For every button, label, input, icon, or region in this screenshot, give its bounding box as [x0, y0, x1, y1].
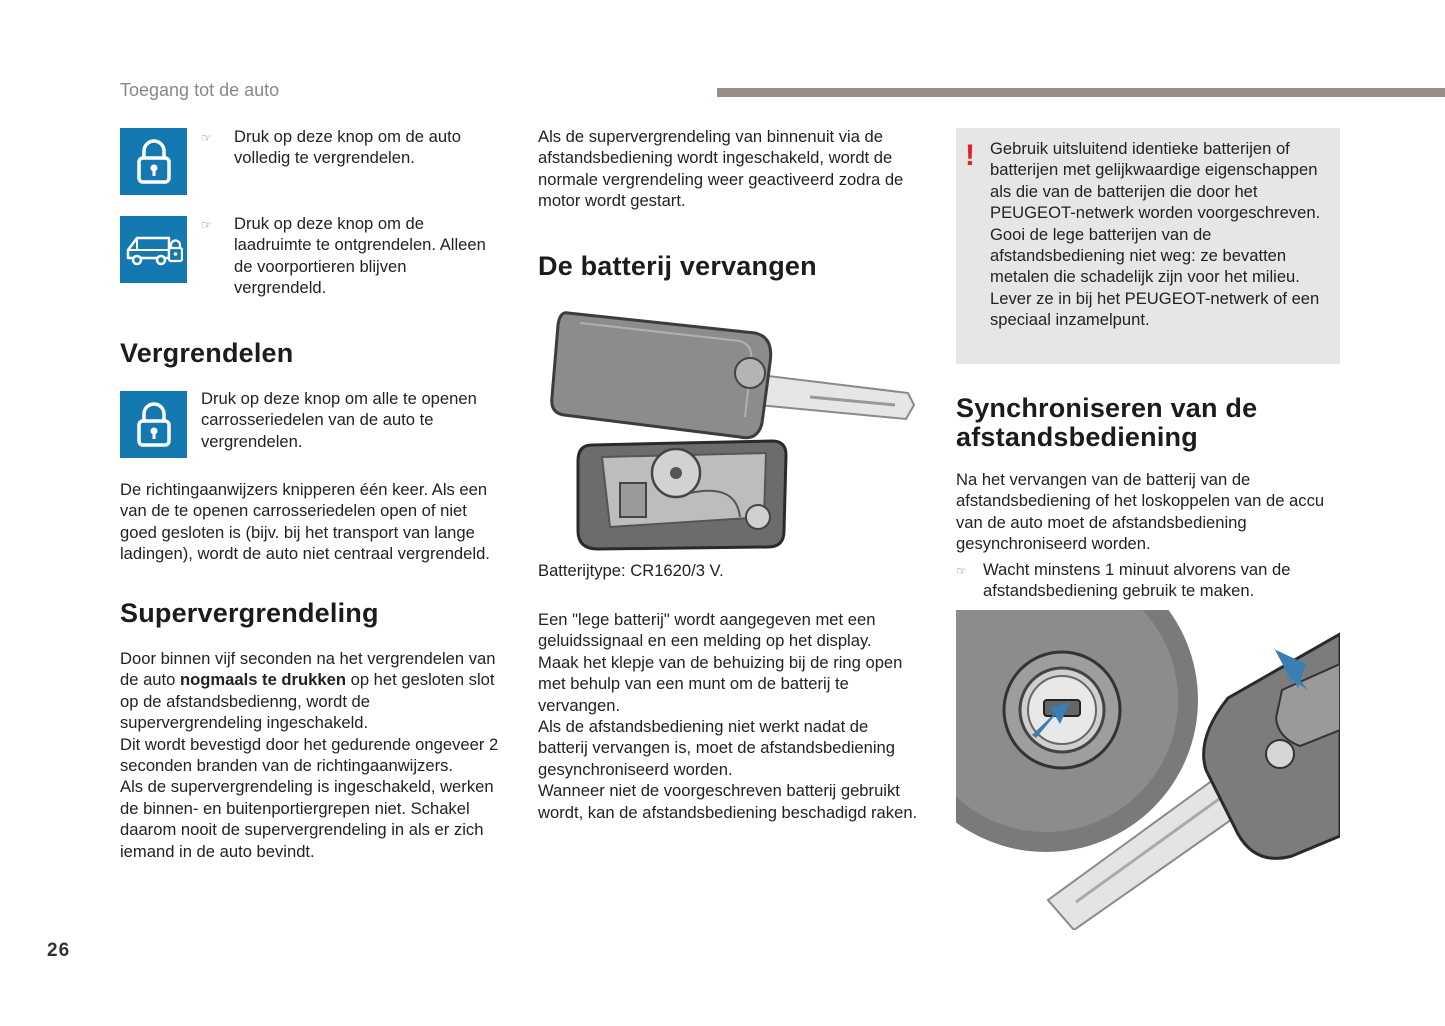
bullet-lock-all [201, 126, 501, 169]
battery-paragraph: Een "lege batterij" wordt aangegeven met een geluidssignaal en een melding op het display. Maak het klepje van de behuizing bij de ring open met behulp van een munt om de batterij te vervangen. Als de afstandsbediening niet werkt nadat de batterij vervangen is, moet de afstandsbediening gesynchroniseerd worden. Wanneer niet de voorgeschreven batterij gebruikt wordt, kan de afstandsbediening beschadigd raken. [538, 610, 918, 822]
lock-paragraph: De richtingaanwijzers knipperen één keer. Als een van de te openen carrosseriedelen open of niet goed gesloten is (bijv. bij het transport van lange ladingen), wordt de auto niet centraal vergrendeld. [120, 480, 490, 564]
finger-pointer-icon: ☞ [201, 218, 212, 232]
heading-synchroniseren: Synchroniseren van de afstandsbediening [956, 393, 1258, 452]
warning-icon: ! [965, 139, 975, 172]
key-battery-illustration [540, 305, 920, 555]
page-number: 26 [47, 940, 71, 961]
heading-batterij-vervangen: De batterij vervangen [538, 251, 817, 281]
ignition-key-illustration [956, 610, 1340, 930]
intro-paragraph: Als de supervergrendeling van binnenuit via de afstandsbediening wordt ingeschakeld, wordt de normale vergrendeling weer geactiveerd zodra de motor wordt gestart. [538, 127, 904, 211]
heading-supervergrendeling: Supervergrendeling [120, 598, 379, 628]
bullet-unlock-cargo [201, 213, 501, 299]
super-paragraph: Door binnen vijf seconden na het vergrendelen van de auto nogmaals te drukken op het gesloten slot op de afstandsbedienng, wordt de supervergrendeling ingeschakeld. Dit wordt bevestigd door het gedurende ongeveer 2 seconden branden van de richtingaanwijzers. Als de supervergrendeling is ingeschakeld, werken de binnen- en buitenportiergrepen niet. Schakel daarom nooit de supervergrendeling in als er zich iemand in de auto bevindt. [120, 649, 499, 861]
battery-type-caption: Batterijtype: CR1620/3 V. [538, 561, 724, 580]
padlock-icon [120, 128, 187, 195]
bullet-text: Druk op deze knop om de auto volledig te vergrendelen. [234, 127, 461, 168]
sync-bullet [956, 559, 1341, 602]
header-bar [717, 88, 1445, 97]
section-title: Toegang tot de auto [120, 80, 280, 100]
lock-instruction: Druk op deze knop om alle te openen carrosseriedelen van de auto te vergrendelen. [201, 389, 477, 451]
finger-pointer-icon: ☞ [201, 131, 212, 145]
warning-text: Gebruik uitsluitend identieke batterijen of batterijen met gelijkwaardige eigenschappen als die van de batterijen die door het PEUGEOT-netwerk worden voorgeschreven. Gooi de lege batterijen van de afstandsbediening niet weg: ze bevatten metalen die schadelijk zijn voor het milieu. Lever ze in bij het PEUGEOT-netwerk of een speciaal inzamelpunt. [990, 139, 1321, 330]
emphasis: nogmaals te drukken [179, 670, 346, 690]
sync-paragraph: Na het vervangen van de batterij van de afstandsbediening of het loskoppelen van de accu van de auto moet de afstandsbediening gesynchroniseerd worden. [956, 470, 1325, 554]
van-lock-icon [120, 216, 187, 283]
bullet-text: Druk op deze knop om de laadruimte te ontgrendelen. Alleen de voorportieren blijven vergrendeld. [234, 214, 486, 298]
heading-vergrendelen: Vergrendelen [120, 338, 294, 368]
padlock-icon [120, 391, 187, 458]
bullet-text: Wacht minstens 1 minuut alvorens van de afstandsbediening gebruik te maken. [983, 560, 1291, 601]
finger-pointer-icon: ☞ [956, 564, 967, 578]
